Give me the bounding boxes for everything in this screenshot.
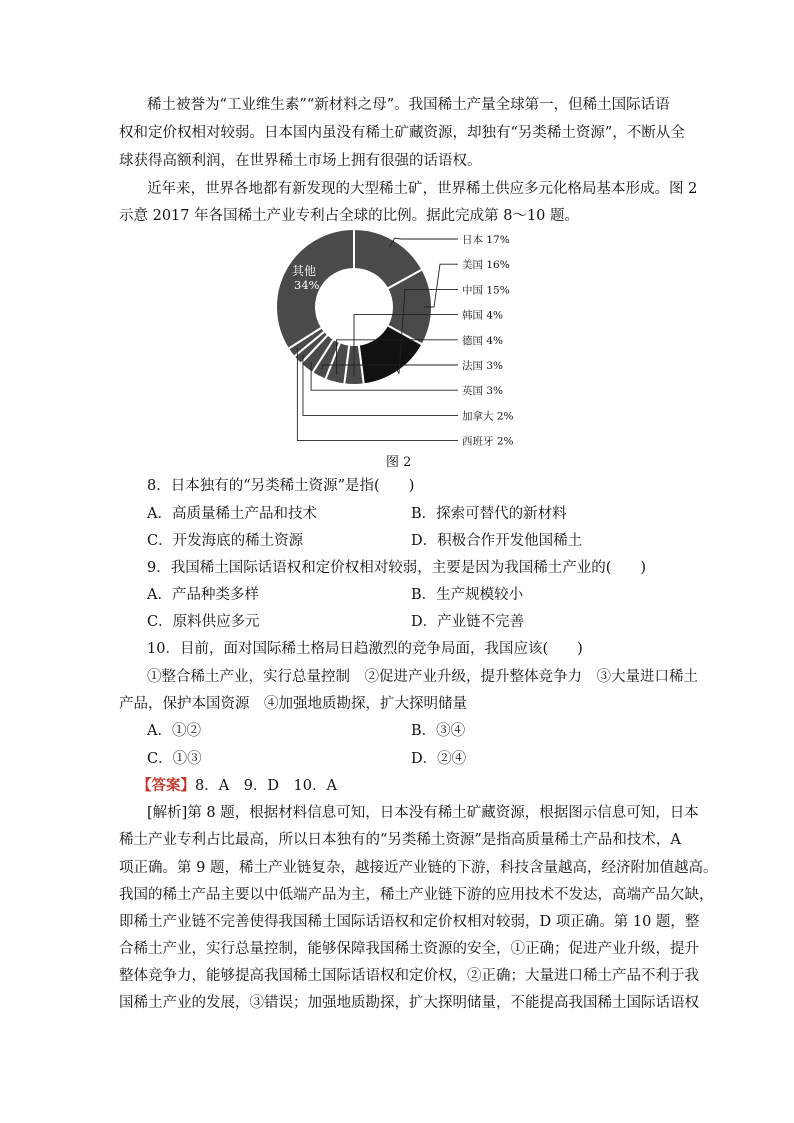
other-slice-name: 其他	[292, 264, 317, 278]
answer-text: 8．A 9．D 10．A	[195, 778, 337, 794]
analysis-line: 合稀土产业，实行总量控制，能够保障我国稀土资源的安全，①正确；促进产业升级，提升	[119, 941, 699, 957]
question-9-stem: 9．我国稀土国际话语权和定价权相对较弱，主要是因为我国稀土产业的( )	[147, 560, 647, 576]
question-10-statements: ①整合稀土产业，实行总量控制 ②促进产业升级，提升整体竞争力 ③大量进口稀土	[147, 669, 698, 685]
question-10-option-d: D．②④	[411, 751, 467, 767]
slice-label: 加拿大 2%	[462, 410, 514, 423]
question-10-option-c: C．①③	[147, 751, 202, 767]
answer-tag: 【答案】	[137, 777, 195, 794]
analysis-line: [解析]第 8 题，根据材料信息可知，日本没有稀土矿藏资源，根据图示信息可知，日本	[147, 805, 699, 821]
slice-label: 日本 17%	[462, 234, 510, 246]
question-8-option-d: D．积极合作开发他国稀土	[411, 533, 583, 549]
passage-line: 球获得高额利润，在世界稀土市场上拥有很强的话语权。	[119, 153, 482, 169]
analysis-line: 整体竞争力，能够提高我国稀土国际话语权和定价权，②正确；大量进口稀土产品不利于我	[119, 968, 699, 984]
question-8-option-a: A．高质量稀土产品和技术	[147, 506, 317, 522]
passage-line: 权和定价权相对较弱。日本国内虽没有稀土矿藏资源，却独有“另类稀土资源”，不断从全	[119, 125, 685, 141]
analysis-line: 我国的稀土产品主要以中低端产品为主，稀土产业链下游的应用技术不发达，高端产品欠缺，	[119, 887, 714, 903]
question-10-option-a: A．①②	[147, 723, 201, 739]
slice-label: 德国 4%	[462, 334, 503, 347]
question-8-stem: 8．日本独有的“另类稀土资源”是指( )	[147, 478, 415, 494]
question-10-option-b: B．③④	[411, 723, 466, 739]
question-9-option-a: A．产品种类多样	[147, 587, 259, 603]
question-10-stem: 10．目前，面对国际稀土格局日趋激烈的竞争局面，我国应该( )	[147, 641, 583, 657]
patent-share-donut-chart	[250, 222, 550, 450]
slice-label: 西班牙 2%	[462, 435, 514, 448]
question-9-option-b: B．生产规模较小	[411, 587, 524, 603]
slice-label: 韩国 4%	[462, 309, 503, 322]
slice-label: 美国 16%	[462, 259, 510, 272]
question-8-option-b: B．探索可替代的新材料	[411, 506, 567, 522]
analysis-line: 项正确。第 9 题，稀土产业链复杂，越接近产业链的下游，科技含量越高，经济附加值越高。	[119, 860, 718, 876]
question-10-statements: 产品，保护本国资源 ④加强地质勘探，扩大探明储量	[119, 696, 467, 712]
question-9-option-d: D．产业链不完善	[411, 614, 525, 630]
passage-line: 近年来，世界各地都有新发现的大型稀土矿，世界稀土供应多元化格局基本形成。图 2	[147, 181, 698, 197]
slice-label: 法国 3%	[462, 360, 503, 372]
analysis-line: 稀土产业专利占比最高，所以日本独有的“另类稀土资源”是指高质量稀土产品和技术，A	[119, 832, 681, 848]
passage-line: 示意 2017 年各国稀土产业专利占全球的比例。据此完成第 8～10 题。	[119, 208, 580, 224]
figure-caption: 图 2	[386, 455, 412, 470]
other-slice-value: 34%	[294, 278, 320, 292]
slice-label: 中国 15%	[462, 284, 510, 297]
slice-label: 英国 3%	[462, 385, 503, 398]
analysis-line: 国稀土产业的发展，③错误；加强地质勘探，扩大探明储量，不能提高我国稀土国际话语权	[119, 995, 699, 1011]
analysis-line: 即稀土产业链不完善使得我国稀土国际话语权和定价权相对较弱，D 项正确。第 10 题，整	[119, 914, 700, 930]
answer-line	[137, 777, 337, 795]
question-8-option-c: C．开发海底的稀土资源	[147, 533, 304, 549]
passage-line: 稀土被誉为“工业维生素”“新材料之母”。我国稀土产量全球第一，但稀土国际话语	[147, 97, 670, 113]
question-9-option-c: C．原料供应多元	[147, 614, 260, 630]
